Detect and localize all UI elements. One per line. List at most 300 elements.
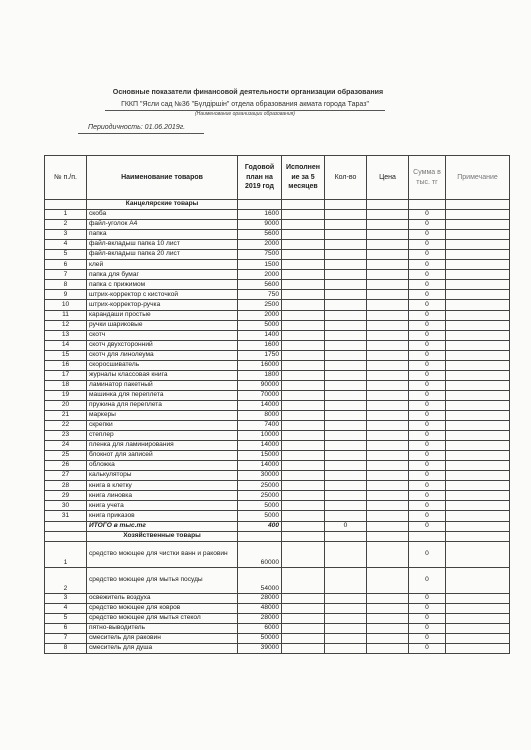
qty-value: [325, 280, 367, 290]
sum-value: 0: [409, 370, 446, 380]
price-value: [367, 290, 409, 300]
note-value: [446, 340, 510, 350]
note-value: [446, 370, 510, 380]
note-value: [446, 481, 510, 491]
item-name: блокнот для записей: [87, 451, 238, 461]
plan-value: 1600: [238, 210, 282, 220]
col-qty-header: Кол-во: [325, 156, 367, 200]
done-value: [282, 491, 325, 501]
plan-value: 750: [238, 290, 282, 300]
row-number: 31: [45, 511, 87, 521]
item-name: карандаши простые: [87, 310, 238, 320]
price-value: [367, 210, 409, 220]
qty-value: [325, 230, 367, 240]
note-value: [446, 300, 510, 310]
qty-value: [325, 220, 367, 230]
sum-value: 0: [409, 210, 446, 220]
table-row: [45, 461, 510, 471]
plan-value: 8000: [238, 410, 282, 420]
item-name: скоба: [87, 210, 238, 220]
sum-value: 0: [409, 541, 446, 567]
table-row: [45, 330, 510, 340]
done-value: [282, 501, 325, 511]
col-plan-header: Годовой план на 2019 год: [238, 156, 282, 200]
item-name: книга в клетку: [87, 481, 238, 491]
plan-value: 90000: [238, 380, 282, 390]
note-value: [446, 350, 510, 360]
sum-value: 0: [409, 230, 446, 240]
sum-value: 0: [409, 431, 446, 441]
qty-value: [325, 633, 367, 643]
row-number: 8: [45, 643, 87, 653]
row-number: 3: [45, 230, 87, 240]
col-name-header: Наименование товаров: [87, 156, 238, 200]
note-value: [446, 230, 510, 240]
plan-value: 2000: [238, 310, 282, 320]
table-row: [45, 410, 510, 420]
item-name: пятно-выводитель: [87, 623, 238, 633]
sum-value: 0: [409, 410, 446, 420]
table-row: [45, 481, 510, 491]
price-value: [367, 340, 409, 350]
done-value: [282, 431, 325, 441]
table-row: [45, 270, 510, 280]
note-value: [446, 593, 510, 603]
qty-value: [325, 340, 367, 350]
item-name: книга линовка: [87, 491, 238, 501]
table-row: [45, 471, 510, 481]
qty-value: [325, 461, 367, 471]
note-value: [446, 613, 510, 623]
done-value: [282, 240, 325, 250]
total-plan: 400: [238, 521, 282, 531]
empty-cell: [325, 200, 367, 210]
plan-value: 14000: [238, 461, 282, 471]
row-number: 20: [45, 400, 87, 410]
row-number: 30: [45, 501, 87, 511]
sum-value: 0: [409, 340, 446, 350]
done-value: [282, 360, 325, 370]
plan-value: 5600: [238, 280, 282, 290]
qty-value: [325, 370, 367, 380]
plan-value: 1500: [238, 260, 282, 270]
done-value: [282, 320, 325, 330]
periodicity: Периодичность: 01.06.2019г.: [88, 124, 186, 131]
price-value: [367, 491, 409, 501]
table-row: [45, 501, 510, 511]
plan-value: 2000: [238, 270, 282, 280]
row-number: 13: [45, 330, 87, 340]
table-row: [45, 451, 510, 461]
table-row: [45, 240, 510, 250]
item-name: штрих-корректор-ручка: [87, 300, 238, 310]
item-name: скотч для линолеума: [87, 350, 238, 360]
sum-value: 0: [409, 481, 446, 491]
row-number: 8: [45, 280, 87, 290]
plan-value: 48000: [238, 603, 282, 613]
sum-value: 0: [409, 390, 446, 400]
sum-value: 0: [409, 511, 446, 521]
sum-value: 0: [409, 421, 446, 431]
table-body: [45, 200, 510, 654]
row-number: 19: [45, 390, 87, 400]
done-value: [282, 567, 325, 593]
item-name: средство моющее для мытья посуды: [87, 567, 238, 593]
plan-value: 25000: [238, 481, 282, 491]
done-value: [282, 593, 325, 603]
table-row: [45, 300, 510, 310]
item-name: степлер: [87, 431, 238, 441]
empty-cell: [409, 200, 446, 210]
row-number: 6: [45, 623, 87, 633]
sum-value: 0: [409, 593, 446, 603]
qty-value: [325, 380, 367, 390]
price-value: [367, 410, 409, 420]
note-value: [446, 461, 510, 471]
price-value: [367, 320, 409, 330]
done-value: [282, 541, 325, 567]
price-value: [367, 230, 409, 240]
done-value: [282, 390, 325, 400]
price-value: [367, 370, 409, 380]
section-title: Хозяйственные товары: [87, 531, 238, 541]
done-value: [282, 451, 325, 461]
table-row: [45, 370, 510, 380]
table-row: [45, 280, 510, 290]
qty-value: [325, 511, 367, 521]
plan-value: 54000: [238, 567, 282, 593]
empty-cell: [446, 200, 510, 210]
item-name: обложка: [87, 461, 238, 471]
qty-value: [325, 400, 367, 410]
plan-value: 28000: [238, 593, 282, 603]
sum-value: 0: [409, 330, 446, 340]
done-value: [282, 410, 325, 420]
note-value: [446, 603, 510, 613]
plan-value: 5000: [238, 501, 282, 511]
item-name: маркеры: [87, 410, 238, 420]
price-value: [367, 567, 409, 593]
section-header-row: [45, 200, 510, 210]
row-number: 25: [45, 451, 87, 461]
price-value: [367, 421, 409, 431]
row-number: 26: [45, 461, 87, 471]
plan-value: 70000: [238, 390, 282, 400]
price-value: [367, 643, 409, 653]
row-number: 16: [45, 360, 87, 370]
empty-cell: [325, 531, 367, 541]
note-value: [446, 511, 510, 521]
plan-value: 1800: [238, 370, 282, 380]
row-number: 5: [45, 250, 87, 260]
note-value: [446, 501, 510, 511]
row-number: 4: [45, 240, 87, 250]
price-value: [367, 400, 409, 410]
done-value: [282, 350, 325, 360]
qty-value: [325, 541, 367, 567]
note-value: [446, 451, 510, 461]
row-number: 27: [45, 471, 87, 481]
qty-value: [325, 613, 367, 623]
row-number: 9: [45, 290, 87, 300]
note-value: [446, 280, 510, 290]
item-name: скоросшиватель: [87, 360, 238, 370]
row-number: 24: [45, 441, 87, 451]
empty-cell: [238, 531, 282, 541]
plan-value: 2500: [238, 300, 282, 310]
done-value: [282, 633, 325, 643]
row-number: 29: [45, 491, 87, 501]
total-sum: 0: [409, 521, 446, 531]
note-value: [446, 220, 510, 230]
item-name: файл-вкладыш папка 20 лист: [87, 250, 238, 260]
plan-value: 7500: [238, 250, 282, 260]
plan-value: 60000: [238, 541, 282, 567]
price-value: [367, 451, 409, 461]
done-value: [282, 270, 325, 280]
table-row: [45, 360, 510, 370]
price-value: [367, 280, 409, 290]
qty-value: [325, 471, 367, 481]
done-value: [282, 370, 325, 380]
empty-cell: [446, 531, 510, 541]
qty-value: [325, 410, 367, 420]
qty-value: [325, 360, 367, 370]
table-row: [45, 567, 510, 593]
note-value: [446, 643, 510, 653]
table-row: [45, 210, 510, 220]
done-value: [282, 481, 325, 491]
section-header-row: [45, 531, 510, 541]
qty-value: [325, 350, 367, 360]
price-value: [367, 613, 409, 623]
note-value: [446, 290, 510, 300]
note-value: [446, 250, 510, 260]
table-row: [45, 310, 510, 320]
note-value: [446, 541, 510, 567]
row-number: 18: [45, 380, 87, 390]
sum-value: 0: [409, 310, 446, 320]
price-value: [367, 603, 409, 613]
price-value: [367, 511, 409, 521]
item-name: калькуляторы: [87, 471, 238, 481]
sum-value: 0: [409, 350, 446, 360]
note-value: [446, 633, 510, 643]
row-number: 6: [45, 260, 87, 270]
financial-table: [44, 155, 510, 654]
done-value: [282, 340, 325, 350]
qty-value: [325, 491, 367, 501]
row-number: 5: [45, 613, 87, 623]
item-name: освежитель воздуха: [87, 593, 238, 603]
price-value: [367, 461, 409, 471]
row-number: 1: [45, 541, 87, 567]
price-value: [367, 390, 409, 400]
price-value: [367, 300, 409, 310]
price-value: [367, 481, 409, 491]
plan-value: 25000: [238, 491, 282, 501]
empty-cell: [282, 200, 325, 210]
plan-value: 15000: [238, 451, 282, 461]
sum-value: 0: [409, 491, 446, 501]
organization-name: ГККП "Ясли сад №36 "Бүлдіршін" отдела образования акмата города Тараз": [121, 101, 369, 108]
done-value: [282, 250, 325, 260]
note-value: [446, 380, 510, 390]
table-row: [45, 431, 510, 441]
price-value: [367, 310, 409, 320]
qty-value: [325, 593, 367, 603]
plan-value: 1400: [238, 330, 282, 340]
done-value: [282, 623, 325, 633]
price-value: [367, 380, 409, 390]
note-value: [446, 330, 510, 340]
total-note: [446, 521, 510, 531]
plan-value: 7400: [238, 421, 282, 431]
note-value: [446, 491, 510, 501]
total-label: ИТОГО в тыс.тг: [87, 521, 238, 531]
qty-value: [325, 240, 367, 250]
sum-value: 0: [409, 250, 446, 260]
item-name: машинка для переплета: [87, 390, 238, 400]
qty-value: [325, 441, 367, 451]
item-name: журналы классовая книга: [87, 370, 238, 380]
plan-value: 30000: [238, 471, 282, 481]
note-value: [446, 260, 510, 270]
qty-value: [325, 320, 367, 330]
sum-value: 0: [409, 220, 446, 230]
done-value: [282, 310, 325, 320]
note-value: [446, 567, 510, 593]
qty-value: [325, 310, 367, 320]
done-value: [282, 290, 325, 300]
item-name: файл-вкладыш папка 10 лист: [87, 240, 238, 250]
sum-value: 0: [409, 240, 446, 250]
plan-value: 14000: [238, 400, 282, 410]
done-value: [282, 220, 325, 230]
sum-value: 0: [409, 567, 446, 593]
note-value: [446, 441, 510, 451]
sum-value: 0: [409, 603, 446, 613]
note-value: [446, 400, 510, 410]
document-title: Основные показатели финансовой деятельности организации образования: [112, 88, 384, 96]
plan-value: 5000: [238, 320, 282, 330]
item-name: папка с прижимом: [87, 280, 238, 290]
col-price-header: Цена: [367, 156, 409, 200]
sum-value: 0: [409, 320, 446, 330]
empty-cell: [282, 531, 325, 541]
plan-value: 50000: [238, 633, 282, 643]
done-value: [282, 280, 325, 290]
sum-value: 0: [409, 360, 446, 370]
row-number: 21: [45, 410, 87, 420]
sum-value: 0: [409, 613, 446, 623]
done-value: [282, 300, 325, 310]
done-value: [282, 210, 325, 220]
table-header-row: [45, 156, 510, 200]
price-value: [367, 330, 409, 340]
qty-value: [325, 421, 367, 431]
table-row: [45, 511, 510, 521]
item-name: папка: [87, 230, 238, 240]
empty-cell: [409, 531, 446, 541]
qty-value: [325, 623, 367, 633]
item-name: штрих-корректор с кисточкой: [87, 290, 238, 300]
table-row: [45, 350, 510, 360]
done-value: [282, 603, 325, 613]
note-value: [446, 360, 510, 370]
empty-cell: [238, 200, 282, 210]
row-number: 15: [45, 350, 87, 360]
qty-value: [325, 210, 367, 220]
done-value: [282, 400, 325, 410]
row-number: 10: [45, 300, 87, 310]
sum-value: 0: [409, 280, 446, 290]
row-number: 22: [45, 421, 87, 431]
table-row: [45, 593, 510, 603]
periodicity-underline: [78, 133, 204, 134]
total-done: [282, 521, 325, 531]
table-row: [45, 260, 510, 270]
price-value: [367, 431, 409, 441]
price-value: [367, 360, 409, 370]
sum-value: 0: [409, 300, 446, 310]
sum-value: 0: [409, 623, 446, 633]
price-value: [367, 501, 409, 511]
row-number: 2: [45, 567, 87, 593]
done-value: [282, 380, 325, 390]
done-value: [282, 471, 325, 481]
qty-value: [325, 431, 367, 441]
sum-value: 0: [409, 441, 446, 451]
sum-value: 0: [409, 461, 446, 471]
col-note-header: Примечание: [446, 156, 510, 200]
sum-value: 0: [409, 643, 446, 653]
note-value: [446, 320, 510, 330]
done-value: [282, 643, 325, 653]
section-title: Канцелярские товары: [87, 200, 238, 210]
row-number: 3: [45, 593, 87, 603]
plan-value: 2000: [238, 240, 282, 250]
qty-value: [325, 300, 367, 310]
col-sum-header: Сумма в тыс. тг: [409, 156, 446, 200]
note-value: [446, 390, 510, 400]
table-row: [45, 390, 510, 400]
sum-value: 0: [409, 270, 446, 280]
item-name: средство моющее для ковров: [87, 603, 238, 613]
qty-value: [325, 270, 367, 280]
table-row: [45, 220, 510, 230]
price-value: [367, 240, 409, 250]
price-value: [367, 593, 409, 603]
price-value: [367, 541, 409, 567]
price-value: [367, 220, 409, 230]
total-row: [45, 521, 510, 531]
price-value: [367, 260, 409, 270]
note-value: [446, 421, 510, 431]
item-name: ламинатор пакетный: [87, 380, 238, 390]
sum-value: 0: [409, 633, 446, 643]
plan-value: 16000: [238, 360, 282, 370]
row-number: 17: [45, 370, 87, 380]
qty-value: [325, 643, 367, 653]
item-name: скотч двухсторонний: [87, 340, 238, 350]
section-num-cell: [45, 531, 87, 541]
note-value: [446, 410, 510, 420]
done-value: [282, 330, 325, 340]
item-name: смеситель для душа: [87, 643, 238, 653]
qty-value: [325, 481, 367, 491]
qty-value: [325, 390, 367, 400]
